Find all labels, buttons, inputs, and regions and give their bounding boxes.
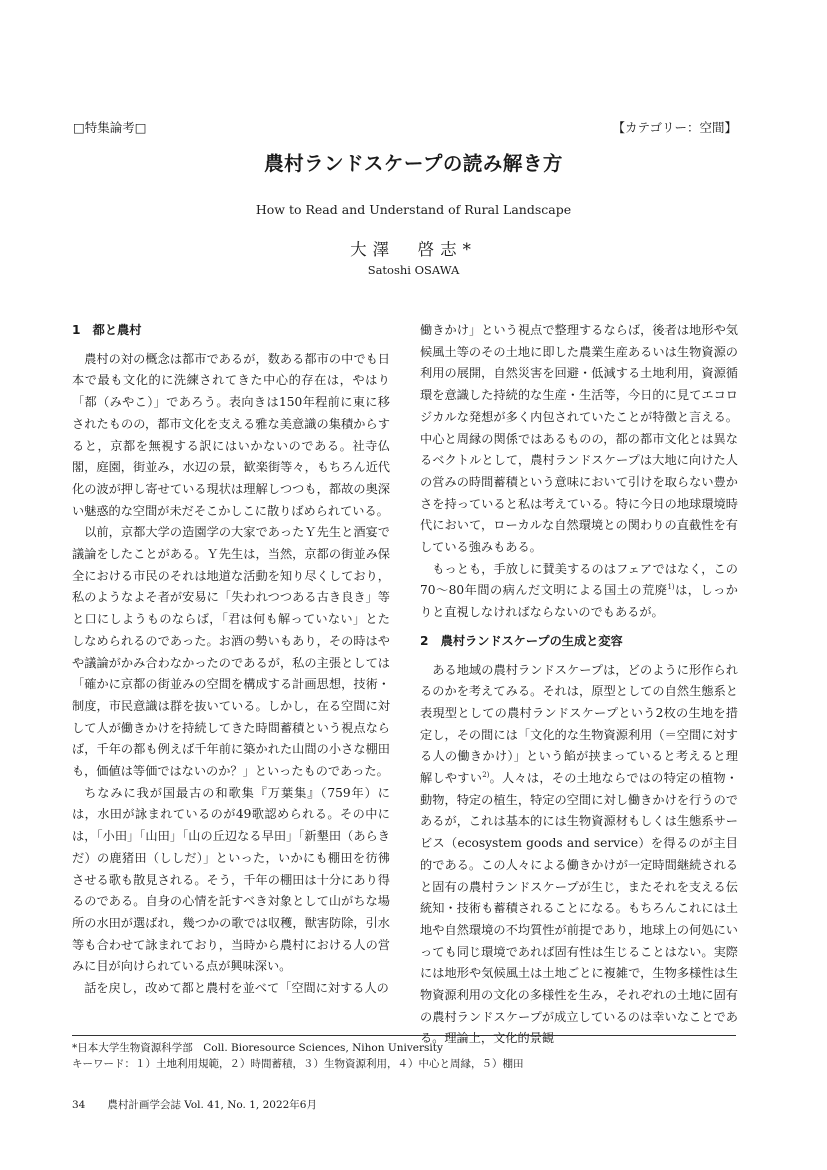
paragraph-4-continued: 働きかけ」という視点で整理するならば，後者は地形や気候風土等のその土地に即した農業生産あるいは生物資源の利用の展開，自然災害を回避・低減する土地利用，資源循環を意識した持続的な生産・生活等，今日的に見てエコロジカルな発想が多く内包されていたことが特徴と言える。中心と周縁の関係ではあるものの，都の都市文化とは異なるベクトルとして，農村ランドスケープは大地に向けた人の営みの時間蓄積という意味において引けを取らない豊かさを持っていると私は考えている。特に今日の地球環境時代において，ローカルな自然環境との関わりの直截性を有している強みもある。 xyxy=(420,323,738,555)
category-label: 【カテゴリー：空間】 xyxy=(612,120,737,135)
page-footer xyxy=(72,1097,317,1112)
body-column-right xyxy=(420,320,738,1050)
paragraph-6: ある地域の農村ランドスケープは，どのように形作られるのかを考えてみる。それは，原型としての自然生態系と表現型としての農村ランドスケープという2枚の生地を措定し，その間には「文化的な生物資源利用（＝空間に対する人の働きかけ）」という餡が挟まっていると考えると理解しやすい$^{2)}$。人々は，その土地ならではの特定の植物・動物，特定の植生，特定の空間に対し働きかけを行うのであるが，これは基本的には生物資源材もしくは生態系サービス（ecosystem goods and service）を得るのが主目的である。この人々による働きかけが一定時間継続されると固有の農村ランドスケープが生じ，またそれを支える伝統知・技術も蓄積されることになる。もちろんこれには土地や自然環境の不均質性が前提であり，地球上の何処にいっても同じ環境であれば固有性は生じることはない。実際には地形や気候風土は土地ごとに複雑で，生物多様性は生物資源利用の文化の多様性を生み，それぞれの土地に固有の農村ランドスケープが成立しているのは幸いなことである。理論上，文化的景観 xyxy=(420,662,738,1046)
journal-citation: 農村計画学会誌 Vol. 41, No. 1, 2022年6月 xyxy=(107,1099,317,1111)
paragraph-2: 以前，京都大学の造園学の大家であったＹ先生と酒宴で議論をしたことがある。Ｙ先生は，当然，京都の街並み保全における市民のそれは地道な活動を知り尽くしており，私のようなよそ者が安易に「失われつつある古き良き」等と口にしようものならば，「君は何も解っていない」とたしなめられるのであった。お酒の勢いもあり，その時はやや議論がかみ合わなかったのであるが，私の主張としては「確かに京都の街並みの空間を構成する計画思想，技術・制度，市民意識は群を抜いている。しかし，在る空間に対して人が働きかけを持続してきた時間蓄積という視点ならば，千年の都も例えば千年前に築かれた山間の小さな棚田も，価値は等価ではないのか？」といったものであった。 xyxy=(72,525,390,779)
article-title-english: How to Read and Understand of Rural Landscape xyxy=(255,202,572,217)
paragraph-3: ちなみに我が国最古の和歌集『万葉集』（759年）には，水田が詠まれているのが49歌認められる。その中には，「小田」「山田」「山の丘辺なる早田」「新墾田（あらきだ）の鹿猪田（ししだ）」といった，いかにも棚田を彷彿させる歌も散見される。そう，千年の棚田は十分にあり得るのである。自身の心情を託すべき対象として山がちな場所の水田が選ばれ，幾つかの歌では収穫，獣害防除，引水等も合わせて詠まれており，当時から農村における人の営みに目が向けられている点が興味深い。 xyxy=(72,785,390,974)
keywords: キーワード：１）土地利用規範，２）時間蓄積，３）生物資源利用，４）中心と周縁，５）棚田 xyxy=(72,1058,524,1070)
paragraph-1: 農村の対の概念は都市であるが，数ある都市の中でも日本で最も文化的に洗練されてきた中心的存在は，やはり「都（みやこ）」であろう。表向きは150年程前に東に移されたものの，都市文化を支える雅な美意識の集積からすると，京都を無視する訳にはいかないのである。社寺仏閣，庭園，街並み，水辺の景，歓楽街等々，もちろん近代化の波が押し寄せている現状は理解しつつも，都故の奥深い魅惑的な空間が未だそこかしこに散りばめられている。 xyxy=(72,351,390,518)
article-title: 農村ランドスケープの読み解き方 xyxy=(264,152,563,175)
reference-2: 2) xyxy=(482,770,490,779)
page-number: 34 xyxy=(72,1099,86,1111)
author-affiliation: *日本大学生物資源科学部 Coll. Bioresource Sciences, Nihon University xyxy=(72,1042,443,1054)
section-1-heading: 1 都と農村 xyxy=(72,323,142,337)
body-column-left xyxy=(72,320,390,1000)
paragraph-4: 話を戻し，改めて都と農村を並べて「空間に対する人の xyxy=(84,981,389,996)
footnote-rule xyxy=(72,1035,736,1036)
author-name-english: Satoshi OSAWA xyxy=(367,263,460,277)
author-name: 大澤 啓志* xyxy=(350,240,477,259)
paragraph-5: もっとも，手放しに賛美するのはフェアではなく，この70～80年間の病んだ文明による国土の荒廃$^{1)}$は，しっかりと直視しなければならないのでもあるが。 xyxy=(420,561,738,620)
reference-1: 1) xyxy=(667,583,675,592)
section-2-heading: 2 農村ランドスケープの生成と変容 xyxy=(420,633,623,648)
series-label: □特集論考□ xyxy=(73,120,147,135)
